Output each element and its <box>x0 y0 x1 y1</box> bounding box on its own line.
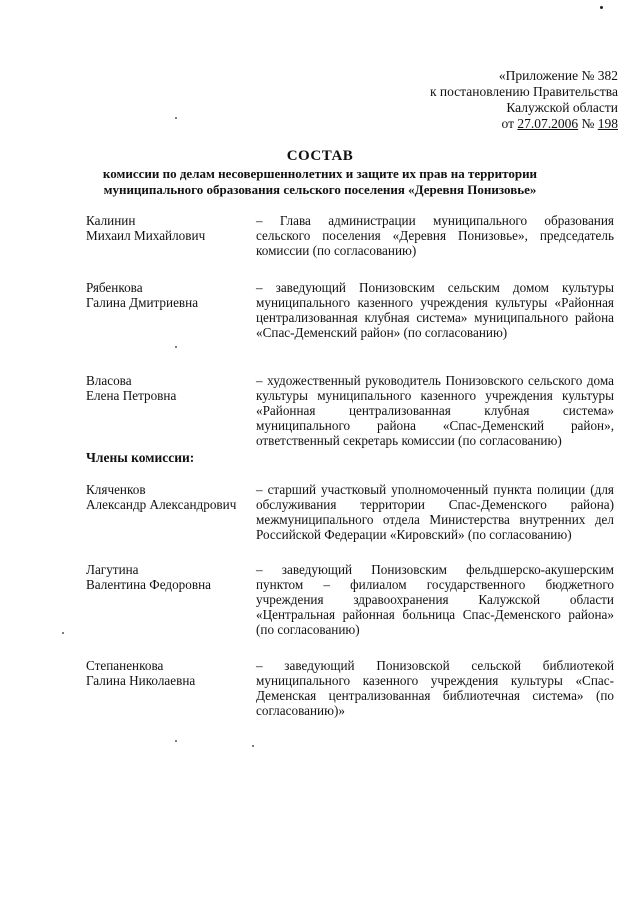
person-role: – заведующий Понизовским сельским домом культуры муниципального казенного учреждения культуры «Районная централизованная клубная система» муниципального района «Спас-Деменский район» (по согласованию) <box>256 280 614 340</box>
person-role: – заведующий Понизовским фельдшерско-акушерским пунктом – филиалом государственного бюджетного учреждения здравоохранения Калужской области «Центральная районная больница Спас-Деменского района» (по согласованию) <box>256 562 614 637</box>
members-heading: Члены комиссии: <box>86 450 195 465</box>
decree-number: 198 <box>597 116 618 131</box>
person-given-names: Александр Александрович <box>86 497 237 512</box>
person-role: – художественный руководитель Понизовского сельского дома культуры муниципального казенного учреждения культуры «Районная централизованная клубная система» муниципального района «Спас-Деменский район», ответственный секретарь комиссии (по согласованию) <box>256 373 614 448</box>
person-name <box>86 280 256 310</box>
person-surname: Лагутина <box>86 562 139 577</box>
scan-dot <box>600 6 603 9</box>
scan-speck <box>175 346 177 348</box>
decree-date: 27.07.2006 <box>517 116 579 131</box>
person-role: – старший участковый уполномоченный пункта полиции (для обслуживания территории Спас-Деменского района) межмуниципального отдела Министерства внутренних дел Российской Федерации «Кировский» (по согласованию) <box>256 482 614 542</box>
appendix-date-line <box>430 116 618 132</box>
person-given-names: Галина Дмитриевна <box>86 295 199 310</box>
person-role: – Глава администрации муниципального образования сельского поселения «Деревня Понизовье», председатель комиссии (по согласованию) <box>256 213 614 258</box>
person-role: – заведующий Понизовской сельской библиотекой муниципального казенного учреждения культуры «Спас-Деменская централизованная библиотечная система» (по согласованию)» <box>256 658 614 718</box>
document-subtitle: комиссии по делам несовершеннолетних и защите их прав на территории муниципального образования сельского поселения «Деревня Понизовье» <box>102 166 538 197</box>
person-surname: Кляченков <box>86 482 146 497</box>
person-surname: Власова <box>86 373 132 388</box>
person-given-names: Валентина Федоровна <box>86 577 212 592</box>
document-title: СОСТАВ <box>286 148 354 164</box>
person-given-names: Галина Николаевна <box>86 673 196 688</box>
person-given-names: Елена Петровна <box>86 388 177 403</box>
number-prefix: № <box>578 116 598 131</box>
person-surname: Степаненкова <box>86 658 164 673</box>
appendix-region: Калужской области <box>506 100 618 115</box>
scan-speck <box>175 117 177 119</box>
scan-speck <box>62 632 64 634</box>
person-name <box>86 562 256 592</box>
person-name <box>86 213 256 243</box>
scan-speck <box>252 745 254 747</box>
person-name <box>86 373 256 403</box>
person-name <box>86 482 256 512</box>
person-surname: Рябенкова <box>86 280 143 295</box>
appendix-header <box>430 68 618 132</box>
appendix-decree: к постановлению Правительства <box>429 84 618 99</box>
person-surname: Калинин <box>86 213 136 228</box>
appendix-number: «Приложение № 382 <box>498 68 618 83</box>
person-given-names: Михаил Михайлович <box>86 228 206 243</box>
scan-speck <box>175 740 177 742</box>
person-name <box>86 658 256 688</box>
date-prefix: от <box>501 116 518 131</box>
